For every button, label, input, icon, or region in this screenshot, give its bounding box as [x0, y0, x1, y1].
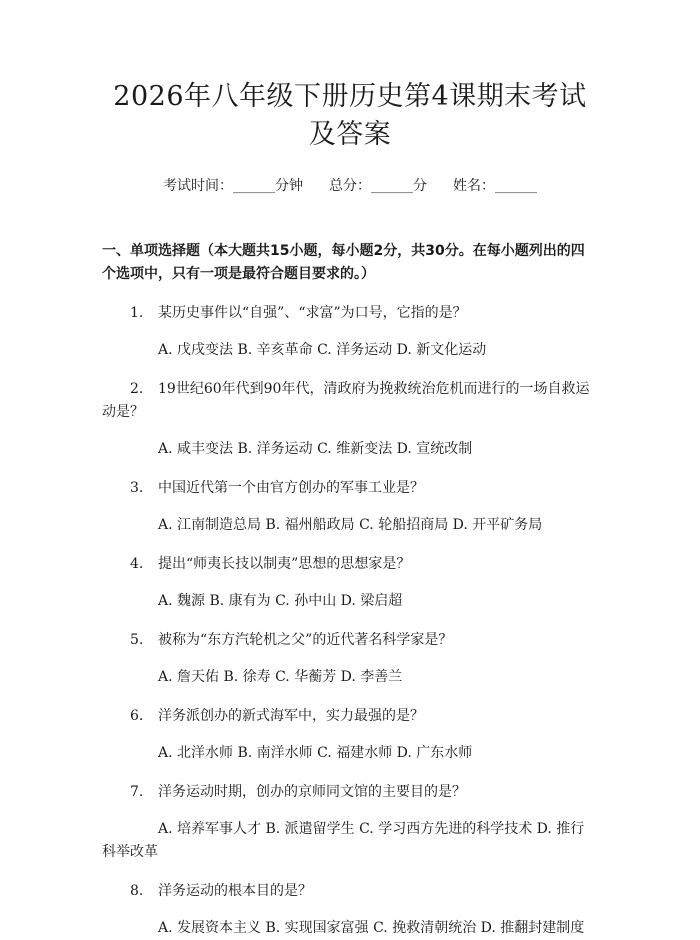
- question-stem: [102, 302, 598, 325]
- question-number: 4.: [130, 556, 144, 572]
- question-number: 7.: [130, 784, 144, 800]
- question-item: [102, 781, 598, 864]
- question-stem: [102, 880, 598, 903]
- question-options: A. 北洋水师 B. 南洋水师 C. 福建水师 D. 广东水师: [158, 745, 473, 761]
- question-stem: [102, 477, 598, 500]
- question-options: A. 戊戌变法 B. 辛亥革命 C. 洋务运动 D. 新文化运动: [158, 342, 487, 358]
- question-text: 洋务派创办的新式海军中，实力最强的是？: [158, 708, 424, 724]
- question-text: 洋务运动时期，创办的京师同文馆的主要目的是？: [158, 784, 466, 800]
- question-stem: [102, 705, 598, 728]
- question-item: [102, 705, 598, 765]
- student-name-field: 姓名：______: [453, 178, 537, 194]
- question-number: 5.: [130, 632, 144, 648]
- section-heading: 一、单项选择题（本大题共15小题，每小题2分，共30分。在每小题列出的四个选项中，只有一项是最符合题目要求的。）: [102, 243, 585, 282]
- question-item: [102, 629, 598, 689]
- question-text: 洋务运动的根本目的是？: [158, 883, 312, 899]
- question-options: A. 魏源 B. 康有为 C. 孙中山 D. 梁启超: [158, 593, 403, 609]
- question-item: [102, 553, 598, 613]
- exam-info-line: [102, 176, 598, 196]
- question-options: A. 詹天佑 B. 徐寿 C. 华蘅芳 D. 李善兰: [158, 669, 403, 685]
- question-text: 中国近代第一个由官方创办的军事工业是？: [158, 480, 424, 496]
- question-stem: [102, 378, 598, 424]
- question-options: A. 培养军事人才 B. 派遣留学生 C. 学习西方先进的科学技术 D. 推行科举改革: [102, 821, 585, 860]
- question-item: [102, 880, 598, 940]
- question-number: 6.: [130, 708, 144, 724]
- total-score-field: 总分：______分: [329, 178, 427, 194]
- question-item: [102, 302, 598, 362]
- question-stem: [102, 553, 598, 576]
- question-text: 某历史事件以“自强”、“求富”为口号，它指的是？: [158, 305, 467, 321]
- exam-time-field: 考试时间：______分钟: [163, 178, 303, 194]
- question-item: [102, 378, 598, 461]
- question-number: 3.: [130, 480, 144, 496]
- question-number: 2.: [130, 381, 144, 397]
- question-text: 被称为“东方汽轮机之父”的近代著名科学家是？: [158, 632, 453, 648]
- question-text: 19世纪60年代到90年代，清政府为挽救统治危机而进行的一场自救运动是？: [102, 381, 590, 420]
- question-stem: [102, 781, 598, 804]
- question-number: 8.: [130, 883, 144, 899]
- question-list: [102, 302, 598, 940]
- exam-title: 2026年八年级下册历史第4课期末考试及答案: [113, 81, 587, 150]
- question-options: A. 发展资本主义 B. 实现国家富强 C. 挽救清朝统治 D. 推翻封建制度: [158, 920, 585, 936]
- question-stem: [102, 629, 598, 652]
- question-options: A. 咸丰变法 B. 洋务运动 C. 维新变法 D. 宣统改制: [158, 441, 473, 457]
- question-options: A. 江南制造总局 B. 福州船政局 C. 轮船招商局 D. 开平矿务局: [158, 517, 543, 533]
- question-item: [102, 477, 598, 537]
- question-text: 提出“师夷长技以制夷”思想的思想家是？: [158, 556, 411, 572]
- question-number: 1.: [130, 305, 144, 321]
